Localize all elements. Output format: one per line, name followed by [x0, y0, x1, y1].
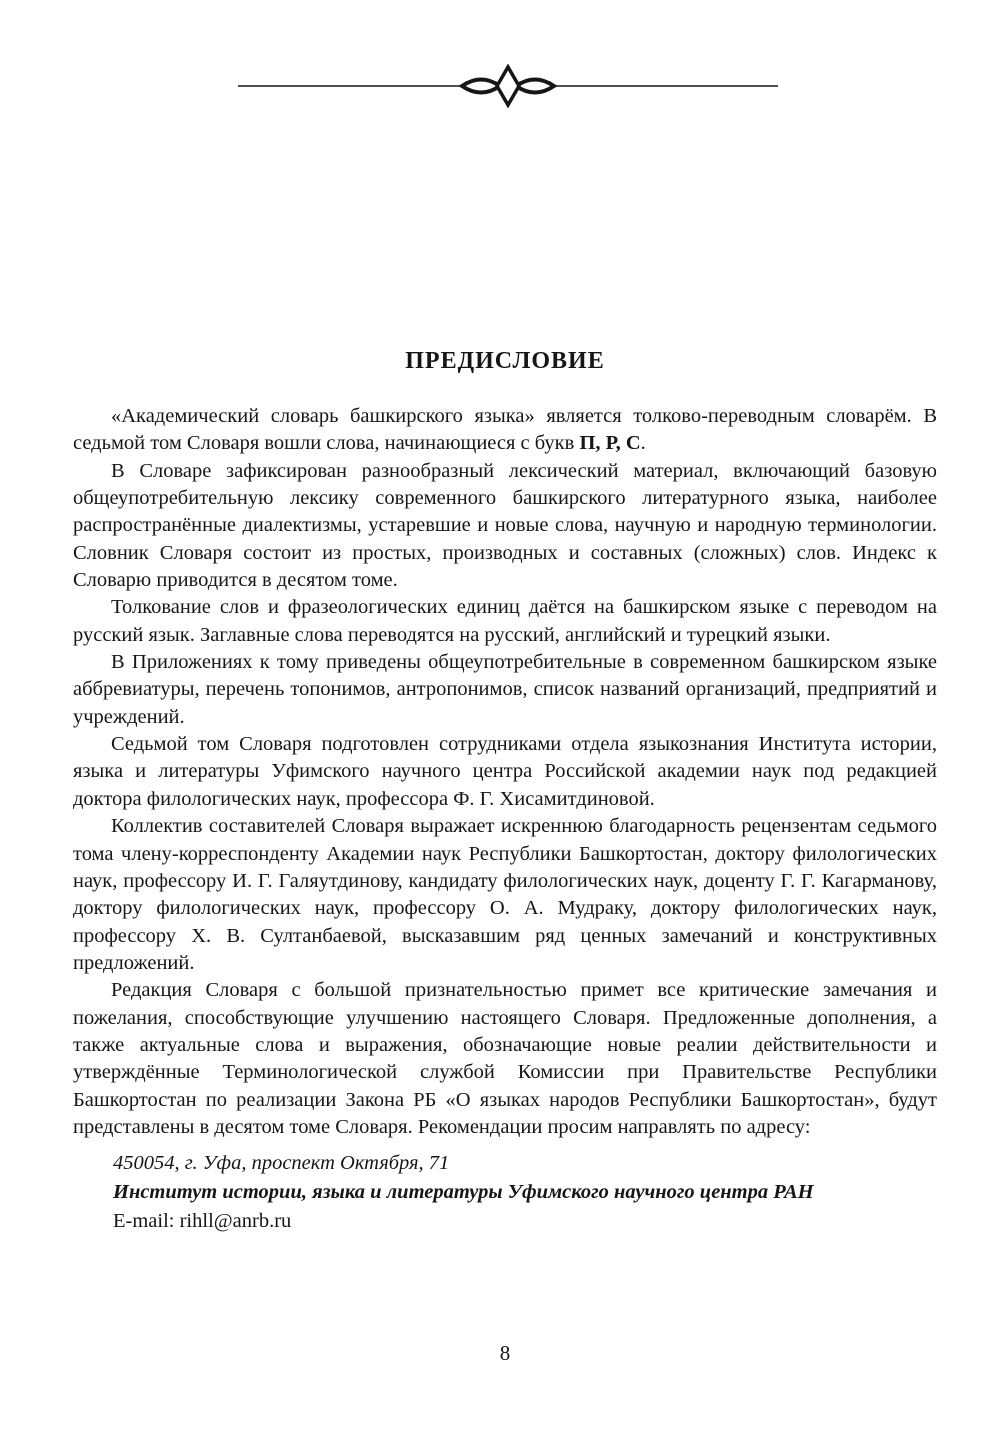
preface-body: [73, 403, 937, 1236]
diamond-leaf-ornament-icon: [238, 64, 778, 108]
paragraph-7: Редакция Словаря с большой признательностью примет все критические замечания и пожелания, способствующие улучшению настоящего Словаря. Предложенные дополнения, а также актуальные слова и выражения, обозначающие новые реалии действительности и утверждённые Терминологической службой Комиссии при Правительстве Республики Башкортостан по реализации Закона РБ «О языках народов Республики Башкортостан», будут представлены в десятом томе Словаря. Рекомендации просим направлять по адресу:: [73, 979, 937, 1138]
ornament-diamond: [497, 67, 519, 105]
ornament-leaf-right: [516, 80, 554, 93]
page-number: 8: [499, 1341, 511, 1365]
paragraph-1: [73, 403, 937, 458]
paragraph-6: Коллектив составителей Словаря выражает искреннюю благодарность рецензентам седьмого тома члену-корреспонденту Академии наук Республики Башкортостан, доктору филологических наук, профессору И. Г. Галяутдинову, кандидату филологических наук, доценту Г. Г. Кагарманову, доктору филологических наук, профессору О. А. Мудраку, доктору филологических наук, профессору Х. В. Султанбаевой, высказавшим ряд ценных замечаний и конструктивных предложений.: [73, 815, 937, 974]
address-line-email: E-mail: rihll@anrb.ru: [113, 1210, 292, 1233]
paragraph-1-bold-letters: П, Р, С: [579, 432, 641, 455]
paragraph-1-text-end: .: [640, 432, 646, 455]
paragraph-4: В Приложениях к тому приведены общеупотребительные в современном башкирском языке аббревиатуры, перечень топонимов, антропонимов, список названий организаций, предприятий и учреждений.: [73, 651, 937, 728]
address-line-postal: 450054, г. Уфа, проспект Октября, 71: [113, 1152, 450, 1175]
paragraph-2: В Словаре зафиксирован разнообразный лексический материал, включающий базовую общеупотребительную лексику современного башкирского литературного языка, наиболее распространённые диалектизмы, устаревшие и новые слова, научную и народную терминологии. Словник Словаря состоит из простых, производных и составных (сложных) слов. Индекс к Словарю приводится в десятом томе.: [73, 459, 937, 592]
page-title: ПРЕДИСЛОВИЕ: [405, 348, 605, 374]
address-line-institute: Институт истории, языка и литературы Уфимского научного центра РАН: [113, 1181, 814, 1204]
ornament-divider: [238, 64, 778, 108]
address-block: [113, 1149, 937, 1236]
paragraph-3: Толкование слов и фразеологических единиц даётся на башкирском языке с переводом на русский язык. Заглавные слова переводятся на русский, английский и турецкий языки.: [73, 596, 937, 646]
paragraph-1-text-start: «Академический словарь башкирского языка» является толково-переводным словарём. В седьмой том Словаря вошли слова, начинающиеся с букв: [73, 405, 937, 455]
ornament-leaf-left: [462, 80, 500, 93]
paragraph-5: Седьмой том Словаря подготовлен сотрудниками отдела языкознания Института истории, языка и литературы Уфимского научного центра Российской академии наук под редакцией доктора филологических наук, профессора Ф. Г. Хисамитдиновой.: [73, 733, 937, 810]
